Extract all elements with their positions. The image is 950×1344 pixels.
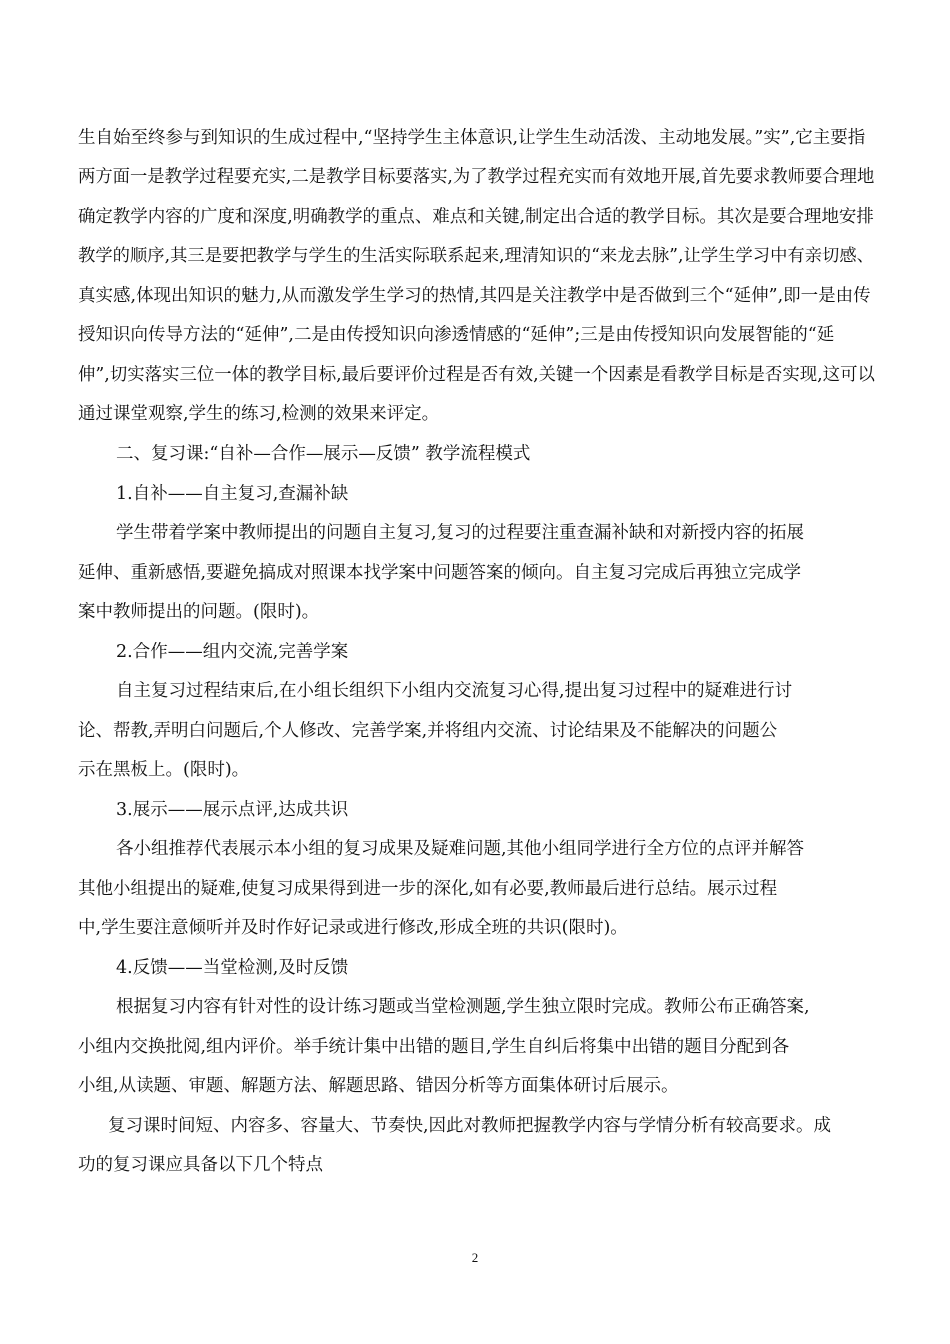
body-text-line: 小组,从读题、审题、解题方法、解题思路、错因分析等方面集体研讨后展示。: [78, 1076, 679, 1096]
body-text-line: 中,学生要注意倾听并及时作好记录或进行修改,形成全班的共识(限时)。: [78, 918, 628, 938]
body-text-line: 通过课堂观察,学生的练习,检测的效果来评定。: [78, 404, 440, 424]
body-text-line: 授知识向传导方法的“延伸”,二是由传授知识向渗透情感的“延伸”;三是由传授知识向发展智能的“延: [78, 325, 835, 345]
body-text-line: 各小组推荐代表展示本小组的复习成果及疑难问题,其他小组同学进行全方位的点评并解答: [116, 839, 805, 859]
step-title: 1.自补——自主复习,查漏补缺: [116, 484, 349, 504]
body-text-line: 真实感,体现出知识的魅力,从而激发学生学习的热情,其四是关注教学中是否做到三个“延伸”,即一是由传: [78, 286, 871, 306]
body-text-line: 延伸、重新感悟,要避免搞成对照课本找学案中问题答案的倾向。自主复习完成后再独立完成学: [78, 563, 802, 583]
step-title: 4.反馈——当堂检测,及时反馈: [116, 958, 349, 978]
page-number: 2: [471, 1250, 479, 1265]
step-title: 3.展示——展示点评,达成共识: [116, 800, 349, 820]
body-text-line: 自主复习过程结束后,在小组长组织下小组内交流复习心得,提出复习过程中的疑难进行讨: [116, 681, 793, 701]
body-text-line: 论、帮教,弄明白问题后,个人修改、完善学案,并将组内交流、讨论结果及不能解决的问题公: [78, 721, 778, 741]
body-text-line: 复习课时间短、内容多、容量大、节奏快,因此对教师把握教学内容与学情分析有较高要求。成: [108, 1116, 832, 1136]
body-text-line: 根据复习内容有针对性的设计练习题或当堂检测题,学生独立限时完成。教师公布正确答案,: [116, 997, 810, 1017]
body-text-line: 小组内交换批阅,组内评价。举手统计集中出错的题目,学生自纠后将集中出错的题目分配到各: [78, 1037, 790, 1057]
body-text-line: 生自始至终参与到知识的生成过程中,“坚持学生主体意识,让学生生动活泼、主动地发展。”实”,它主要指: [78, 128, 866, 148]
body-text-line: 功的复习课应具备以下几个特点: [78, 1155, 323, 1175]
step-title: 2.合作——组内交流,完善学案: [116, 642, 349, 662]
body-text-line: 学生带着学案中教师提出的问题自主复习,复习的过程要注重查漏补缺和对新授内容的拓展: [116, 523, 805, 543]
section-heading: 二、复习课:“自补—合作—展示—反馈” 教学流程模式: [116, 444, 531, 464]
body-text-line: 其他小组提出的疑难,使复习成果得到进一步的深化,如有必要,教师最后进行总结。展示过程: [78, 879, 778, 899]
body-text-line: 示在黑板上。(限时)。: [78, 760, 250, 780]
body-text-line: 伸”,切实落实三位一体的教学目标,最后要评价过程是否有效,关键一个因素是看教学目标是否实现,这可以: [78, 365, 875, 385]
body-text-line: 确定教学内容的广度和深度,明确教学的重点、难点和关键,制定出合适的教学目标。其次是要合理地安排: [78, 207, 874, 227]
body-text-line: 两方面一是教学过程要充实,二是教学目标要落实,为了教学过程充实而有效地开展,首先要求教师要合理地: [78, 167, 875, 187]
body-text-line: 教学的顺序,其三是要把教学与学生的生活实际联系起来,理清知识的“来龙去脉”,让学生学习中有亲切感、: [78, 246, 874, 266]
body-text-line: 案中教师提出的问题。(限时)。: [78, 602, 320, 622]
